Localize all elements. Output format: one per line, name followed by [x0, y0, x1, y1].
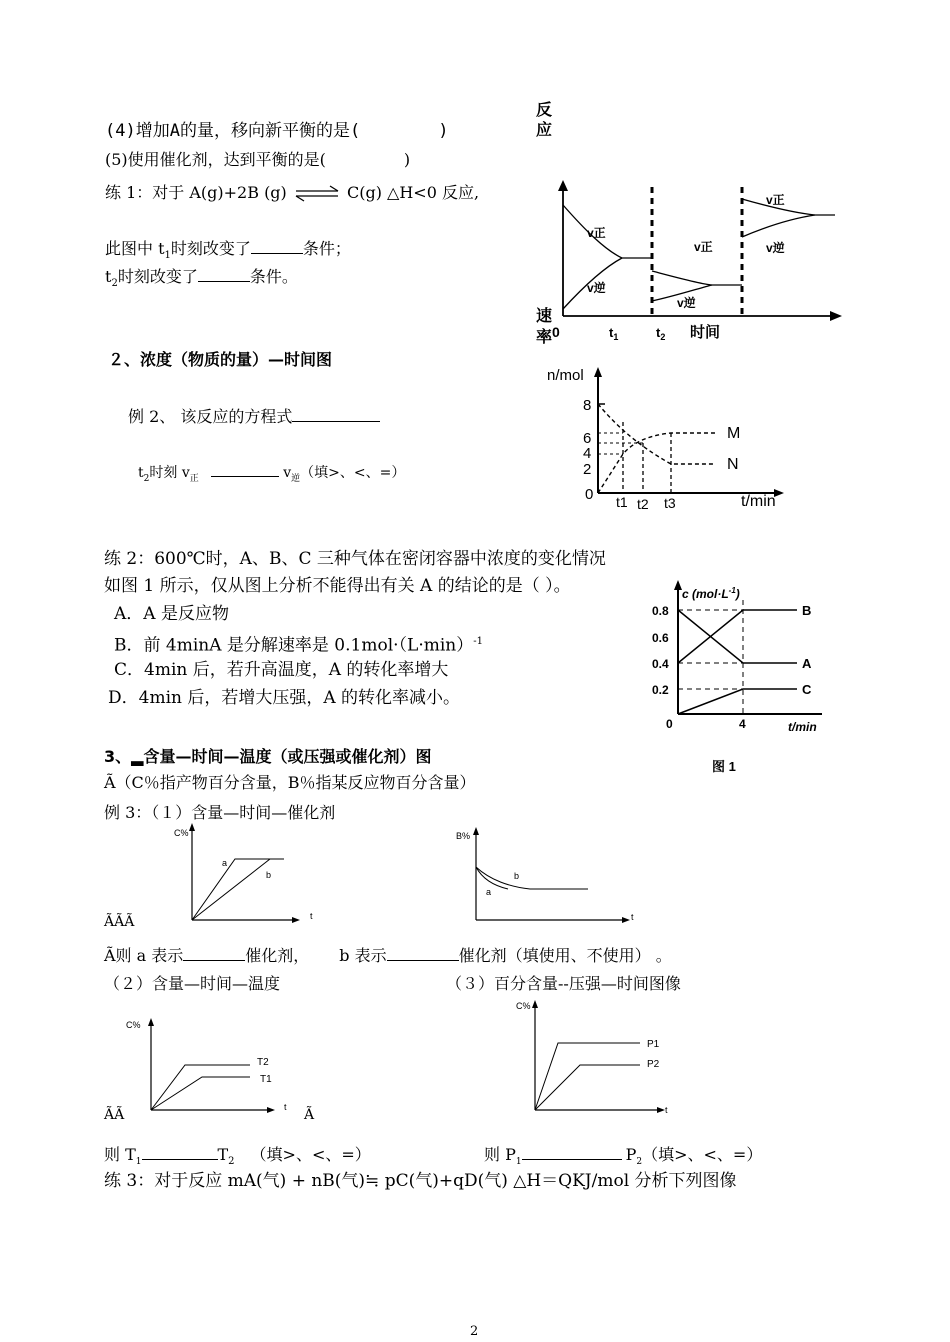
chart3-series-B — [678, 610, 797, 663]
content-time-pressure-chart — [510, 995, 690, 1115]
example-2-line1: 例 2、 该反应的方程式 — [128, 405, 380, 427]
chart2-label-M: M — [727, 425, 741, 442]
chart3-series-A — [678, 610, 797, 663]
g33-label-T2: T2 — [257, 1057, 269, 1068]
chart2-ytick-8: 8 — [583, 397, 592, 414]
content-time-temperature-chart — [120, 1015, 300, 1115]
content-time-catalyst-chart — [160, 820, 330, 925]
answer-blank[interactable] — [292, 405, 380, 422]
chart2-xtick-t2: t2 — [637, 496, 649, 512]
g33-label-T1: T1 — [260, 1074, 272, 1085]
option-a: A．A 是反应物 — [114, 604, 229, 624]
chart3-ytick-0.6: 0.6 — [652, 631, 669, 645]
chart1-label-vni-2: v逆 — [677, 296, 696, 310]
exercise-1-line1: 练 1：对于 A(g)+2B (g) C(g) △H<0 反应, — [105, 183, 480, 202]
chart2-xtick-t1: t1 — [616, 494, 628, 510]
chart2-xlabel: t/min — [741, 493, 776, 510]
g34-ylabel: C% — [516, 1001, 531, 1011]
pressure-fill-line: 则 $P_1$ $P_2$（填>、<、=） — [484, 1145, 763, 1168]
chart3-caption: 图 1 — [712, 759, 736, 774]
example-3-title: 例 3：（１）含量—时间—催化剂 — [104, 803, 336, 822]
g31-ylabel: C% — [174, 828, 189, 838]
section-3-title: 3、▂含量—时间—温度（或压强或催化剂）图 — [104, 747, 432, 766]
answer-blank[interactable] — [183, 944, 245, 961]
chart2-ytick-0: 0 — [585, 486, 594, 503]
temperature-fill-line: 则 $T_1$ $T_2$ （填>、<、=） — [104, 1145, 371, 1168]
rate-time-chart — [530, 95, 850, 350]
chart2-ytick-2: 2 — [583, 461, 592, 478]
chart1-ylabel-bottom-2: 率 — [536, 329, 553, 346]
answer-blank[interactable] — [211, 463, 279, 477]
chart2-xtick-t3: t3 — [664, 495, 676, 511]
section-2-title: ２、浓度（物质的量）—时间图 — [108, 350, 333, 369]
answer-blank[interactable] — [251, 237, 303, 254]
equilibrium-arrow-icon — [292, 185, 342, 203]
chart1-t2-label: $t_2$ — [656, 325, 666, 342]
content-time-catalyst-chart-b — [450, 825, 650, 925]
g34-label-P2: P2 — [647, 1059, 660, 1070]
answer-blank[interactable] — [387, 944, 459, 961]
chart1-label-vzheng-1: v正 — [587, 226, 606, 240]
chart2-ytick-6: 6 — [583, 430, 592, 447]
chart1-ylabel-top-2: 应 — [536, 122, 553, 139]
chart3-label-C: C — [802, 682, 812, 697]
g31-label-a: a — [222, 858, 228, 868]
chart2-ytick-4: 4 — [583, 445, 592, 462]
chart1-xlabel: 时间 — [690, 324, 721, 341]
practice-2-line1: 练 2：600℃时，A、B、C 三种气体在密闭容器中浓度的变化情况 — [104, 549, 606, 569]
g33-ylabel: C% — [126, 1020, 141, 1030]
chart2-ylabel: n/mol — [547, 367, 584, 384]
chart3-ytick-0: 0 — [666, 717, 673, 731]
exercise-1-line3: $t_2$时刻改变了 条件。 — [105, 267, 298, 290]
chart3-ytick-0.4: 0.4 — [652, 657, 669, 671]
chart3-xlabel: t/min — [788, 720, 817, 734]
chart3-label-A: A — [802, 656, 812, 671]
chart3-xtick-4: 4 — [739, 717, 746, 731]
chart2-label-N: N — [727, 456, 739, 473]
option-d: D．4min 后，若增大压强，A 的转化率减小。 — [108, 688, 461, 708]
g32-label-a: a — [486, 887, 492, 897]
chart1-label-vni-1: v逆 — [587, 281, 606, 295]
chart2-series-M — [598, 433, 715, 493]
practice-3: 练 3：对于反应 mA(气) + nB(气)≒ pC(气)+qD(气) △H＝QKJ/mol 分析下列图像 — [104, 1171, 737, 1191]
g31-label-b: b — [266, 870, 272, 880]
option-c: C．4min 后，若升高温度，A 的转化率增大 — [114, 660, 449, 680]
chart3-series-C — [678, 689, 797, 714]
chart1-y-arrow — [558, 180, 568, 191]
chart1-vzheng-3 — [742, 199, 835, 215]
practice-2-line2: 如图 1 所示，仅从图上分析不能得出有关 A 的结论的是（ ）。 — [104, 576, 571, 596]
g31-marks: ÃÃÃ — [104, 914, 135, 930]
catalyst-fill-line: Ã则 a 表示 催化剂， b 表示 催化剂（填使用、不使用） 。 — [104, 946, 672, 965]
answer-blank[interactable] — [142, 1143, 218, 1160]
g33-mark2: Ã — [304, 1107, 315, 1123]
g34-label-P1: P1 — [647, 1039, 660, 1050]
chart1-vzheng-1 — [563, 205, 652, 258]
chart3-ytick-0.8: 0.8 — [652, 604, 669, 618]
chart3-ytick-0.2: 0.2 — [652, 683, 669, 697]
chart1-vzheng-2 — [652, 271, 742, 285]
chart1-ylabel-top-1: 反 — [536, 102, 553, 119]
option-b: B．前 4minA 是分解速率是 $0.1mol\cdot(L\cdot\min)^{-1}$ — [114, 635, 483, 656]
sub-question-2: （２）含量—时间—温度 — [104, 974, 281, 993]
question-4: (4)增加A的量，移向新平衡的是( ) — [105, 121, 449, 141]
g32-label-b: b — [514, 871, 520, 881]
chart1-label-vni-3: v逆 — [766, 241, 785, 255]
section-3-note: Ã（C％指产物百分含量，B％指某反应物百分含量） — [104, 773, 476, 792]
g33-marks: ÃÃ — [104, 1107, 125, 1123]
answer-blank[interactable] — [522, 1143, 622, 1160]
g33-xlabel: t — [284, 1102, 287, 1112]
chart3-label-B: B — [802, 603, 812, 618]
chart2-series-N — [598, 404, 715, 464]
sub-question-3: （３）百分含量--压强—时间图像 — [446, 974, 681, 993]
page-number: 2 — [470, 1324, 479, 1339]
chart1-ylabel-bottom-1: 速 — [536, 308, 553, 325]
answer-blank[interactable] — [198, 265, 250, 282]
chart1-origin: 0 — [552, 324, 560, 340]
chart1-label-vzheng-2: v正 — [694, 240, 713, 254]
chart1-t1-label: $t_1$ — [609, 325, 619, 342]
example-2-line2: $t_2$时刻 $v_正$ $v_逆$（填>、<、=） — [138, 465, 406, 484]
question-5: (5)使用催化剂，达到平衡的是( ) — [105, 150, 411, 169]
g32-xlabel: t — [631, 912, 634, 922]
g34-xlabel: t — [665, 1105, 668, 1115]
g32-ylabel: B% — [456, 831, 471, 841]
chart1-vni-3 — [742, 215, 815, 237]
concentration-time-chart — [642, 578, 842, 778]
chart1-label-vzheng-3: v正 — [766, 193, 785, 207]
chart1-x-arrow — [830, 311, 842, 321]
g31-xlabel: t — [310, 911, 313, 921]
chart3-ylabel: c $(mol\cdot L^{-1})$ — [682, 586, 740, 601]
mole-time-chart — [545, 362, 790, 512]
exercise-1-line2: 此图中 $t_1$时刻改变了 条件； — [105, 239, 351, 262]
